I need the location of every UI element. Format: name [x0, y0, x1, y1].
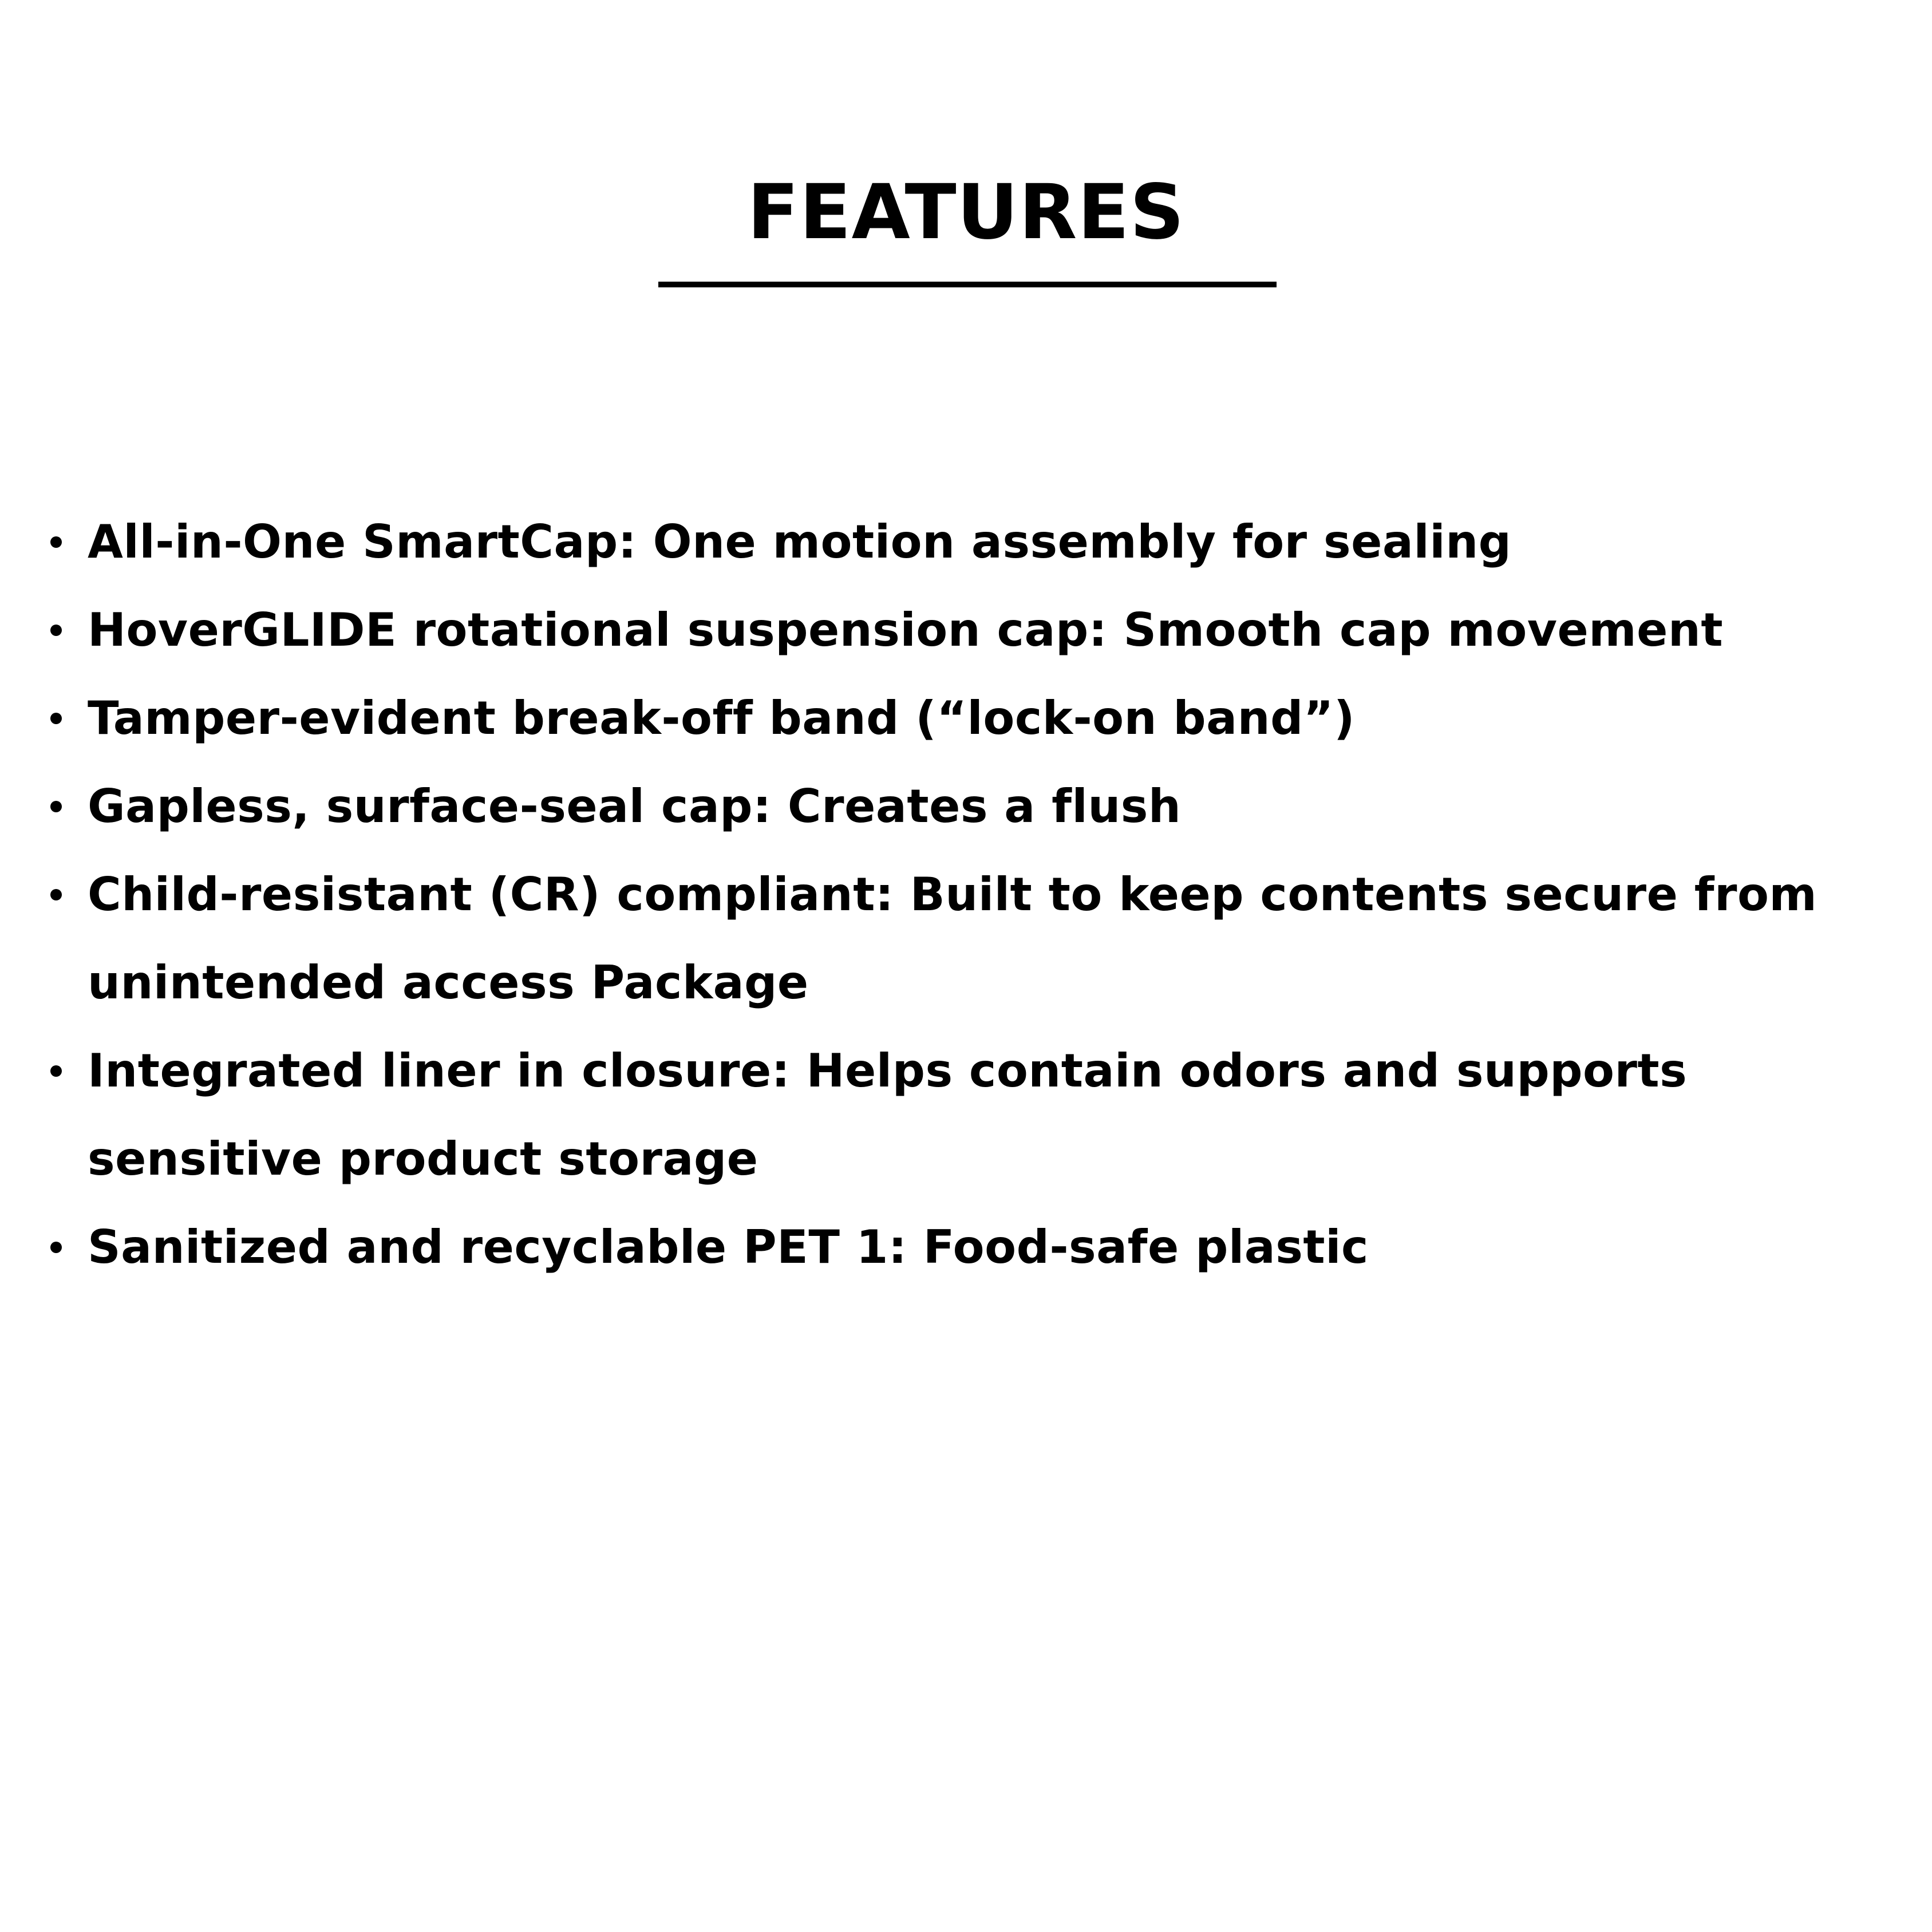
- feature-text: Integrated liner in closure: Helps contain odors and supports sensitive product storage: [88, 1044, 1688, 1186]
- feature-item-hoverglide: [0, 586, 1932, 674]
- feature-item-child-resistant: [0, 851, 1932, 1027]
- bullet-icon: [50, 801, 62, 812]
- title-underline: [658, 282, 1277, 287]
- feature-item-recyclable-pet: [0, 1203, 1932, 1291]
- feature-item-gapless-seal: [0, 762, 1932, 851]
- feature-text: HoverGLIDE rotational suspension cap: Smooth cap movement: [88, 603, 1724, 657]
- feature-item-integrated-liner: [0, 1027, 1932, 1203]
- feature-text: All-in-One SmartCap: One motion assembly for sealing: [88, 515, 1512, 568]
- page-title: FEATURES: [747, 168, 1185, 256]
- bullet-icon: [50, 625, 62, 636]
- feature-item-smartcap: [0, 498, 1932, 586]
- feature-item-tamper-evident: [0, 674, 1932, 762]
- bullet-icon: [50, 713, 62, 724]
- bullet-icon: [50, 1065, 62, 1077]
- feature-text: Sanitized and recyclable PET 1: Food-safe plastic: [88, 1220, 1369, 1274]
- bullet-icon: [50, 536, 62, 548]
- feature-text: Child-resistant (CR) compliant: Built to keep contents secure from unintended access Package: [88, 868, 1818, 1009]
- features-list: [0, 498, 1932, 1291]
- bullet-icon: [50, 1242, 62, 1253]
- bullet-icon: [50, 889, 62, 900]
- feature-text: Gapless, surface-seal cap: Creates a flush: [88, 780, 1182, 833]
- feature-text: Tamper-evident break-off band (“lock-on band”): [88, 692, 1356, 745]
